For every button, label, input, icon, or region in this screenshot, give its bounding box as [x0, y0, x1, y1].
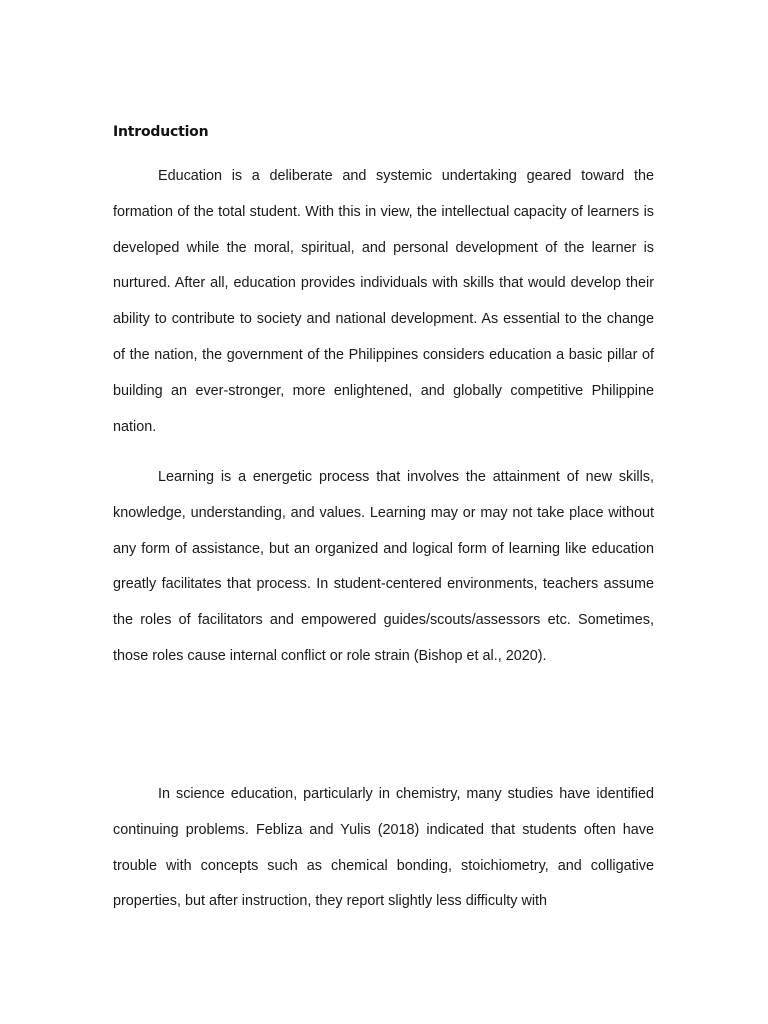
paragraph-science-education: In science education, particularly in chemistry, many studies have identified continuing problems. Febliza and Yulis (2018) indicated that students often have trouble with concepts such as chemical bonding, stoichiometry, and colligative properties, but after instruction, they report slightly less difficulty with	[113, 786, 654, 910]
paragraph-education: Education is a deliberate and systemic undertaking geared toward the formation of the total student. With this in view, the intellectual capacity of learners is developed while the moral, spiritual, and personal development of the learner is nurtured. After all, education provides individuals with skills that would develop their ability to contribute to society and national development. As essential to the change of the nation, the government of the Philippines considers education a basic pillar of building an ever-stronger, more enlightened, and globally competitive Philippine nation.	[113, 168, 654, 435]
paragraph-learning: Learning is a energetic process that involves the attainment of new skills, knowledge, understanding, and values. Learning may or may not take place without any form of assistance, but an organized and logical form of learning like education greatly facilitates that process. In student-centered environments, teachers assume the roles of facilitators and empowered guides/scouts/assessors etc. Sometimes, those roles cause internal conflict or role strain (Bishop et al., 2020).	[113, 469, 654, 664]
section-heading: Introduction	[113, 124, 209, 140]
